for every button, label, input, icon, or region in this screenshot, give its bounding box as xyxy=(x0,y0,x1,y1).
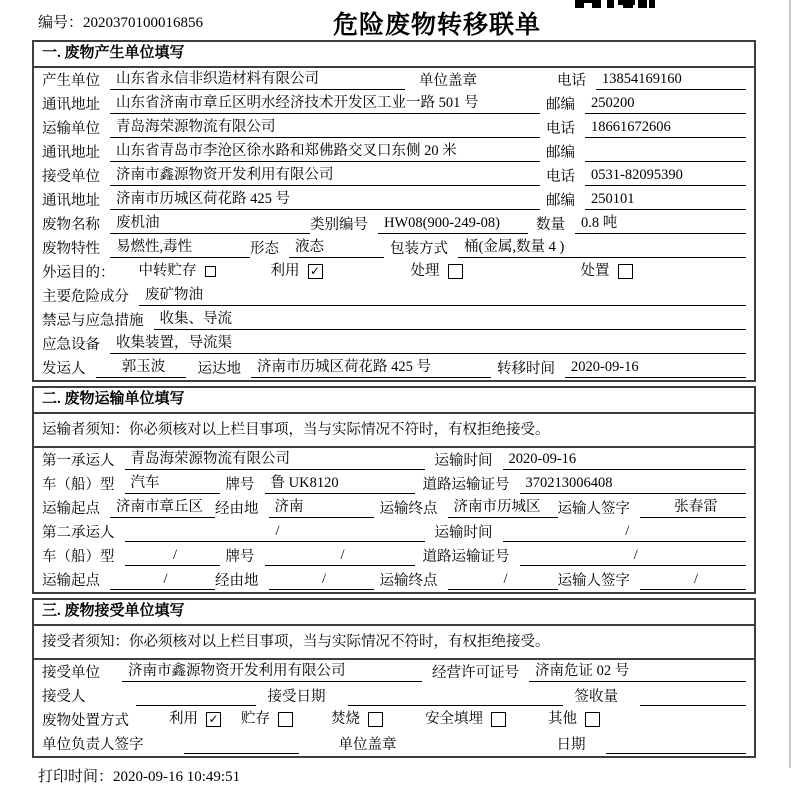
checkbox-label: 贮存 xyxy=(241,711,270,727)
form-row xyxy=(34,626,754,660)
field-label: 电话 xyxy=(557,73,586,89)
field-label: 单位盖章 xyxy=(338,737,397,753)
form-row xyxy=(34,68,754,92)
form-row xyxy=(34,414,754,448)
field-value: 250200 xyxy=(585,93,746,114)
field-value: 收集、导流 xyxy=(154,309,747,330)
field-label: 类别编号 xyxy=(310,217,368,233)
field-label: 通讯地址 xyxy=(42,145,100,161)
field-label: 运输人签字 xyxy=(557,501,630,517)
field-label: 形态 xyxy=(250,241,279,257)
field-value: 370213006408 xyxy=(520,473,747,494)
checkbox-empty-icon xyxy=(585,712,600,727)
field-value: / xyxy=(125,545,220,566)
document-header xyxy=(0,0,796,40)
field-value: / xyxy=(503,521,747,542)
field-label: 运输单位 xyxy=(42,121,100,137)
form-row xyxy=(34,544,754,568)
field-label: 运输人签字 xyxy=(557,573,630,589)
checkbox-empty-icon xyxy=(448,264,463,279)
field-label: 废物名称 xyxy=(42,217,100,233)
checkbox-checked-icon: ✓ xyxy=(308,264,323,279)
field-label: 废物处置方式 xyxy=(42,713,129,729)
field-value xyxy=(640,685,746,706)
form-row xyxy=(34,164,754,188)
field-label: 道路运输证号 xyxy=(422,477,510,493)
checkbox-empty-icon xyxy=(205,266,216,277)
field-value: 青岛海荣源物流有限公司 xyxy=(110,117,540,138)
checkbox-label: 焚烧 xyxy=(331,711,360,727)
section-1 xyxy=(32,40,756,382)
field-value: 0531-82095390 xyxy=(585,165,746,186)
field-value: 济南市历城区 xyxy=(448,497,558,518)
field-label: 签收量 xyxy=(574,689,618,705)
field-value: 山东省济南市章丘区明水经济技术开发区工业一路 501 号 xyxy=(110,93,540,114)
form-sections xyxy=(32,40,756,758)
scan-edge-line xyxy=(789,0,791,768)
field-label: 邮编 xyxy=(546,97,575,113)
field-value: 液态 xyxy=(289,237,384,258)
field-label: 道路运输证号 xyxy=(422,549,510,565)
checkbox-label: 利用 xyxy=(169,711,198,727)
section-header: 三. 废物接受单位填写 xyxy=(34,600,754,626)
notice-text: 接受者须知：你必须核对以上栏目事项，当与实际情况不符时，有权拒绝接受。 xyxy=(42,633,550,650)
form-row xyxy=(34,684,754,708)
field-label: 车（船）型 xyxy=(42,549,115,565)
form-row xyxy=(34,448,754,472)
print-time-value: 2020-09-16 10:49:51 xyxy=(113,769,241,785)
field-value: 废机油 xyxy=(110,213,310,234)
checkbox-label: 处理 xyxy=(410,263,440,279)
field-label: 电话 xyxy=(546,121,575,137)
serial-label: 编号： xyxy=(38,15,84,31)
field-value: / xyxy=(448,569,558,590)
field-label: 发运人 xyxy=(42,361,86,377)
form-row xyxy=(34,356,754,380)
field-label: 运输时间 xyxy=(434,453,493,469)
field-value: 汽车 xyxy=(125,473,220,494)
form-row xyxy=(34,308,754,332)
checkbox-label: 处置 xyxy=(580,263,610,279)
checkbox-label: 安全填埋 xyxy=(425,711,483,727)
field-label: 外运目的： xyxy=(42,265,115,281)
field-value: HW08(900-249-08) xyxy=(378,213,528,234)
form-row xyxy=(34,284,754,308)
form-row xyxy=(34,732,754,756)
section-header: 一. 废物产生单位填写 xyxy=(34,42,754,68)
qr-code-fragment xyxy=(575,0,655,9)
field-label: 接受日期 xyxy=(267,689,326,705)
checkbox-empty-icon xyxy=(491,712,506,727)
checkbox-dispose xyxy=(581,261,633,282)
field-value: 2020-09-16 xyxy=(503,449,747,470)
checkbox-utilize xyxy=(169,709,221,730)
field-label: 应急设备 xyxy=(42,337,100,353)
field-label: 接受人 xyxy=(42,689,86,705)
checkbox-checked-icon: ✓ xyxy=(206,712,221,727)
field-value: 桶(金属,数量 4 ) xyxy=(458,237,746,258)
checkbox-treat xyxy=(411,261,463,282)
field-value xyxy=(184,733,299,754)
field-value: 13854169160 xyxy=(596,69,746,90)
field-label: 转移时间 xyxy=(497,361,555,377)
field-label: 牌号 xyxy=(225,549,255,565)
field-value: 鲁 UK8120 xyxy=(265,473,415,494)
field-value xyxy=(348,685,563,706)
form-row xyxy=(34,212,754,236)
serial-number: 2020370100016856 xyxy=(83,15,204,31)
field-value xyxy=(585,141,746,162)
field-label: 经由地 xyxy=(215,501,259,517)
field-value: 济南 xyxy=(269,497,374,518)
field-value: 郭玉波 xyxy=(96,357,186,378)
field-value xyxy=(136,685,256,706)
field-label: 经由地 xyxy=(215,573,259,589)
field-label: 邮编 xyxy=(546,145,575,161)
checkbox-utilize xyxy=(271,261,323,282)
field-value: 济南市鑫源物资开发利用有限公司 xyxy=(110,165,540,186)
form-row xyxy=(34,92,754,116)
field-label: 禁忌与应急措施 xyxy=(42,313,144,329)
field-value: 山东省永信非织造材料有限公司 xyxy=(110,69,405,90)
checkbox-incinerate xyxy=(331,709,383,730)
field-label: 产生单位 xyxy=(42,73,100,89)
field-label: 运输时间 xyxy=(434,525,493,541)
form-row xyxy=(34,332,754,356)
field-label: 经营许可证号 xyxy=(432,665,519,681)
field-value: 济南危证 02 号 xyxy=(529,661,746,682)
field-value: 济南市鑫源物资开发利用有限公司 xyxy=(122,661,422,682)
serial-number-line xyxy=(38,11,203,32)
form-row xyxy=(34,496,754,520)
form-row xyxy=(34,660,754,684)
field-label: 单位盖章 xyxy=(419,73,477,89)
field-value: 废矿物油 xyxy=(139,285,746,306)
checkbox-label: 利用 xyxy=(270,263,300,279)
field-value: 济南市历城区荷花路 425 号 xyxy=(251,357,491,378)
section-header: 二. 废物运输单位填写 xyxy=(34,388,754,414)
page-title: 危险废物转移联单 xyxy=(332,12,542,39)
field-label: 接受单位 xyxy=(42,665,100,681)
form-row xyxy=(34,140,754,164)
field-value: 收集装置，导流渠 xyxy=(110,333,746,354)
field-label: 主要危险成分 xyxy=(42,289,129,305)
field-value: 250101 xyxy=(585,189,746,210)
field-label: 数量 xyxy=(536,217,565,233)
field-label: 运输起点 xyxy=(42,573,100,589)
field-value: 18661672606 xyxy=(585,117,746,138)
field-value: / xyxy=(125,521,425,542)
form-row xyxy=(34,472,754,496)
form-row xyxy=(34,708,754,732)
checkbox-other xyxy=(548,709,600,730)
field-label: 第一承运人 xyxy=(42,453,115,469)
field-value: 张春雷 xyxy=(640,497,746,518)
field-label: 运输起点 xyxy=(42,501,100,517)
field-label: 第二承运人 xyxy=(42,525,115,541)
section-3 xyxy=(32,598,756,758)
field-value: 青岛海荣源物流有限公司 xyxy=(125,449,425,470)
field-value xyxy=(606,733,747,754)
checkbox-label: 中转贮存 xyxy=(138,263,197,279)
field-value: 济南市历城区荷花路 425 号 xyxy=(110,189,540,210)
field-value: 济南市章丘区 xyxy=(110,497,215,518)
form-row xyxy=(34,116,754,140)
checkbox-label: 其他 xyxy=(548,711,577,727)
field-value: 2020-09-16 xyxy=(565,357,746,378)
checkbox-transfer-storage xyxy=(139,261,216,282)
field-label: 日期 xyxy=(556,737,586,753)
field-label: 单位负责人签字 xyxy=(42,737,144,753)
field-value: 0.8 吨 xyxy=(575,213,746,234)
field-label: 通讯地址 xyxy=(42,193,100,209)
form-row xyxy=(34,568,754,592)
form-row xyxy=(34,260,754,284)
field-value: / xyxy=(640,569,746,590)
field-value: / xyxy=(265,545,415,566)
print-time-label: 打印时间： xyxy=(38,769,114,785)
field-value: 山东省青岛市李沧区徐水路和郑佛路交叉口东侧 20 米 xyxy=(110,141,540,162)
field-label: 运达地 xyxy=(197,361,241,377)
field-label: 车（船）型 xyxy=(42,477,115,493)
field-label: 运输终点 xyxy=(379,501,438,517)
checkbox-empty-icon xyxy=(618,264,633,279)
checkbox-landfill xyxy=(425,709,506,730)
field-label: 电话 xyxy=(546,169,575,185)
field-label: 废物特性 xyxy=(42,241,100,257)
section-2 xyxy=(32,386,756,594)
checkbox-empty-icon xyxy=(278,712,293,727)
form-row xyxy=(34,520,754,544)
field-value: / xyxy=(269,569,374,590)
field-label: 接受单位 xyxy=(42,169,100,185)
print-time-line xyxy=(38,765,796,786)
notice-text: 运输者须知：你必须核对以上栏目事项，当与实际情况不符时，有权拒绝接受。 xyxy=(42,421,550,438)
field-value: / xyxy=(520,545,747,566)
field-value: 易燃性,毒性 xyxy=(110,237,250,258)
field-label: 包装方式 xyxy=(390,241,448,257)
checkbox-store xyxy=(241,709,293,730)
form-row xyxy=(34,188,754,212)
field-label: 邮编 xyxy=(546,193,575,209)
checkbox-empty-icon xyxy=(368,712,383,727)
field-label: 运输终点 xyxy=(379,573,438,589)
field-value: / xyxy=(110,569,215,590)
field-label: 牌号 xyxy=(225,477,255,493)
form-row xyxy=(34,236,754,260)
field-label: 通讯地址 xyxy=(42,97,100,113)
